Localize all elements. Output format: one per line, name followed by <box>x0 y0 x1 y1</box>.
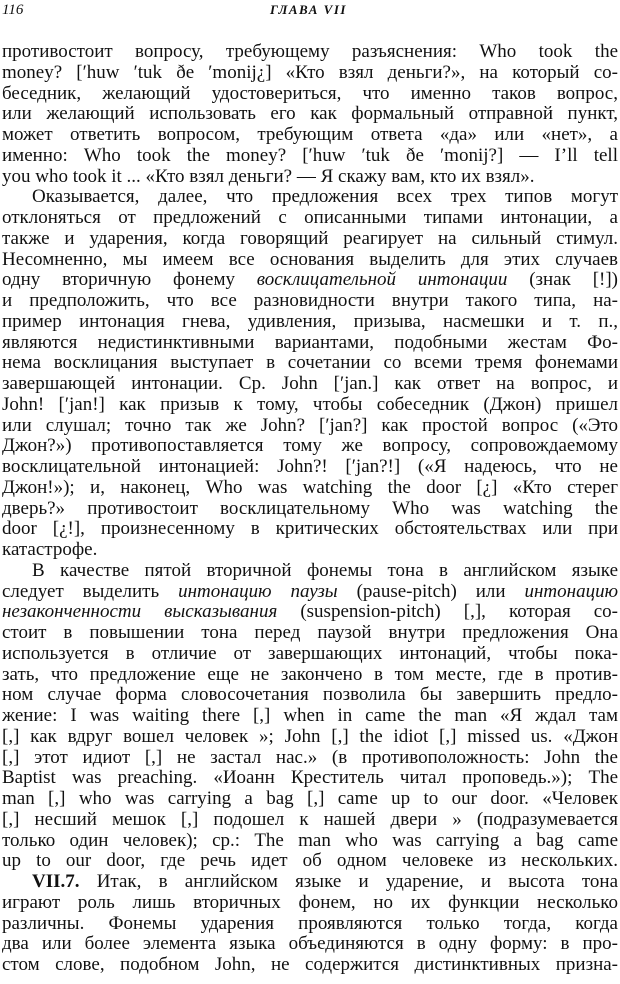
text-line: [,] этот идиот [,] не застал нас.» (в противоположность: John the <box>2 747 618 768</box>
text-line: катастрофе. <box>2 540 98 560</box>
text-span: (suspension-pitch) [,], которая со- <box>277 602 618 623</box>
text-line: зать, что предложение еще не закончено в том месте, где в против- <box>2 664 618 685</box>
text-line <box>2 270 618 291</box>
text-line: беседник, желающий удостовериться, что именно таков вопрос, <box>2 83 618 104</box>
text-line: пример интонация гнева, удивления, призыва, насмешки и т. п., <box>2 311 618 332</box>
text-span: (pause-pitch) или <box>337 581 525 602</box>
running-head: ГЛАВА VII <box>270 2 347 17</box>
text-line: [,] несший мешок [,] подошел к нашей двери » (подразумевается <box>2 809 618 830</box>
text-line: стом слове, подобном John, не содержится дистинктивных призна- <box>2 955 618 975</box>
text-line: В качестве пятой вторичной фонемы тона в английском языке <box>32 560 618 581</box>
text-line: up to our door, где речь идет об одном человеке из нескольких. <box>2 851 618 872</box>
text-line: Оказывается, далее, что предложения всех трех типов могут <box>32 187 618 208</box>
italic-term: интонацию <box>524 581 618 602</box>
section-number: VII.7. <box>32 872 80 892</box>
text-line: и предположить, что все разновидности внутри такого типа, на- <box>2 291 618 311</box>
page-header <box>0 2 620 26</box>
text-line: также и ударения, когда говорящий реагирует на сильный стимул. <box>2 228 618 249</box>
text-line: door [¿!], произнесенному в критических обстоятельствах или при <box>2 519 618 540</box>
text-line: Несомненно, мы имеем все основания выделить для этих случаев <box>2 249 618 270</box>
page-number: 116 <box>2 2 24 18</box>
text-span: (знак [!]) <box>507 270 618 291</box>
text-line: играют роль лишь вторичных фонем, но их функции несколько <box>2 892 618 913</box>
text-line <box>2 872 618 893</box>
text-line <box>2 602 618 623</box>
text-line: [,] как вдруг вошел человек »; John [,] the idiot [,] missed us. «Джон <box>2 726 618 747</box>
italic-term: интонацию паузы <box>178 581 338 602</box>
text-span: одну вторичную фонему <box>2 270 257 291</box>
text-line: нема восклицания выступает в сочетании со всеми тремя фонемами <box>2 353 618 374</box>
text-line: money? [ʹhuw ʹtuk ðe ʹmonij¿] «Кто взял деньги?», на который со- <box>2 62 618 83</box>
text-line: ном случае форма словосочетания позволила бы завершить предло- <box>2 685 618 706</box>
text-line: или желающий использовать его как формальный отправной пункт, <box>2 104 618 125</box>
text-line: you who took it ... «Кто взял деньги? — Я скажу вам, кто их взял». <box>2 166 535 187</box>
text-line: Baptist was preaching. «Иоанн Креститель читал проповедь.»); The <box>2 768 618 789</box>
text-line: или слушал; точно так же John? [ʹjan?] как простой вопрос («Это <box>2 415 618 436</box>
body-text <box>2 42 618 976</box>
text-line: John! [ʹjan!] как призыв к тому, чтобы собеседник (Джон) пришел <box>2 394 618 415</box>
italic-term: восклицательной интонации <box>256 270 508 291</box>
text-span: следует выделить <box>2 581 179 602</box>
text-line: противостоит вопросу, требующему разъяснения: Who took the <box>2 42 618 62</box>
text-line: Джон?») противопоставляется тому же вопросу, сопровождаемому <box>2 436 618 457</box>
text-line: man [,] who was carrying a bag [,] came up to our door. «Человек <box>2 789 618 809</box>
text-line: различны. Фонемы ударения проявляются только тогда, когда <box>2 913 618 934</box>
text-line: именно: Who took the money? [ʹhuw ʹtuk ðe ʹmonij?] — I’ll tell <box>2 145 618 166</box>
text-line <box>2 582 618 603</box>
text-line: только один человек); ср.: The man who was carrying a bag came <box>2 830 618 851</box>
text-line: Джон!»); и, наконец, Who was watching the door [¿] «Кто стерег <box>2 477 618 498</box>
text-line: являются недистинктивными вариантами, подобными жестам Фо- <box>2 332 618 353</box>
text-line: два или более элемента языка объединяются в одну форму: в про- <box>2 934 618 955</box>
text-line: может ответить вопросом, требующим ответа «да» или «нет», а <box>2 125 618 145</box>
text-line: восклицательной интонацией: John?! [ʹjan?!] («Я надеюсь, что не <box>2 457 618 477</box>
text-line: жение: I was waiting there [,] when in came the man «Я ждал там <box>2 706 618 726</box>
italic-term: незаконченности высказывания <box>2 602 278 623</box>
text-line: отклоняться от предложений с описанными типами интонации, а <box>2 208 618 228</box>
text-span: Итак, в английском языке и ударение, и высота тона <box>79 872 618 892</box>
text-line: стоит в повышении тона перед паузой внутри предложения Она <box>2 623 618 643</box>
text-line: используется в отличие от завершающих интонаций, чтобы пока- <box>2 643 618 664</box>
text-line: дверь?» противостоит восклицательному Who was watching the <box>2 498 618 519</box>
text-line: завершающей интонации. Ср. John [ʹjan.] как ответ на вопрос, и <box>2 374 618 394</box>
